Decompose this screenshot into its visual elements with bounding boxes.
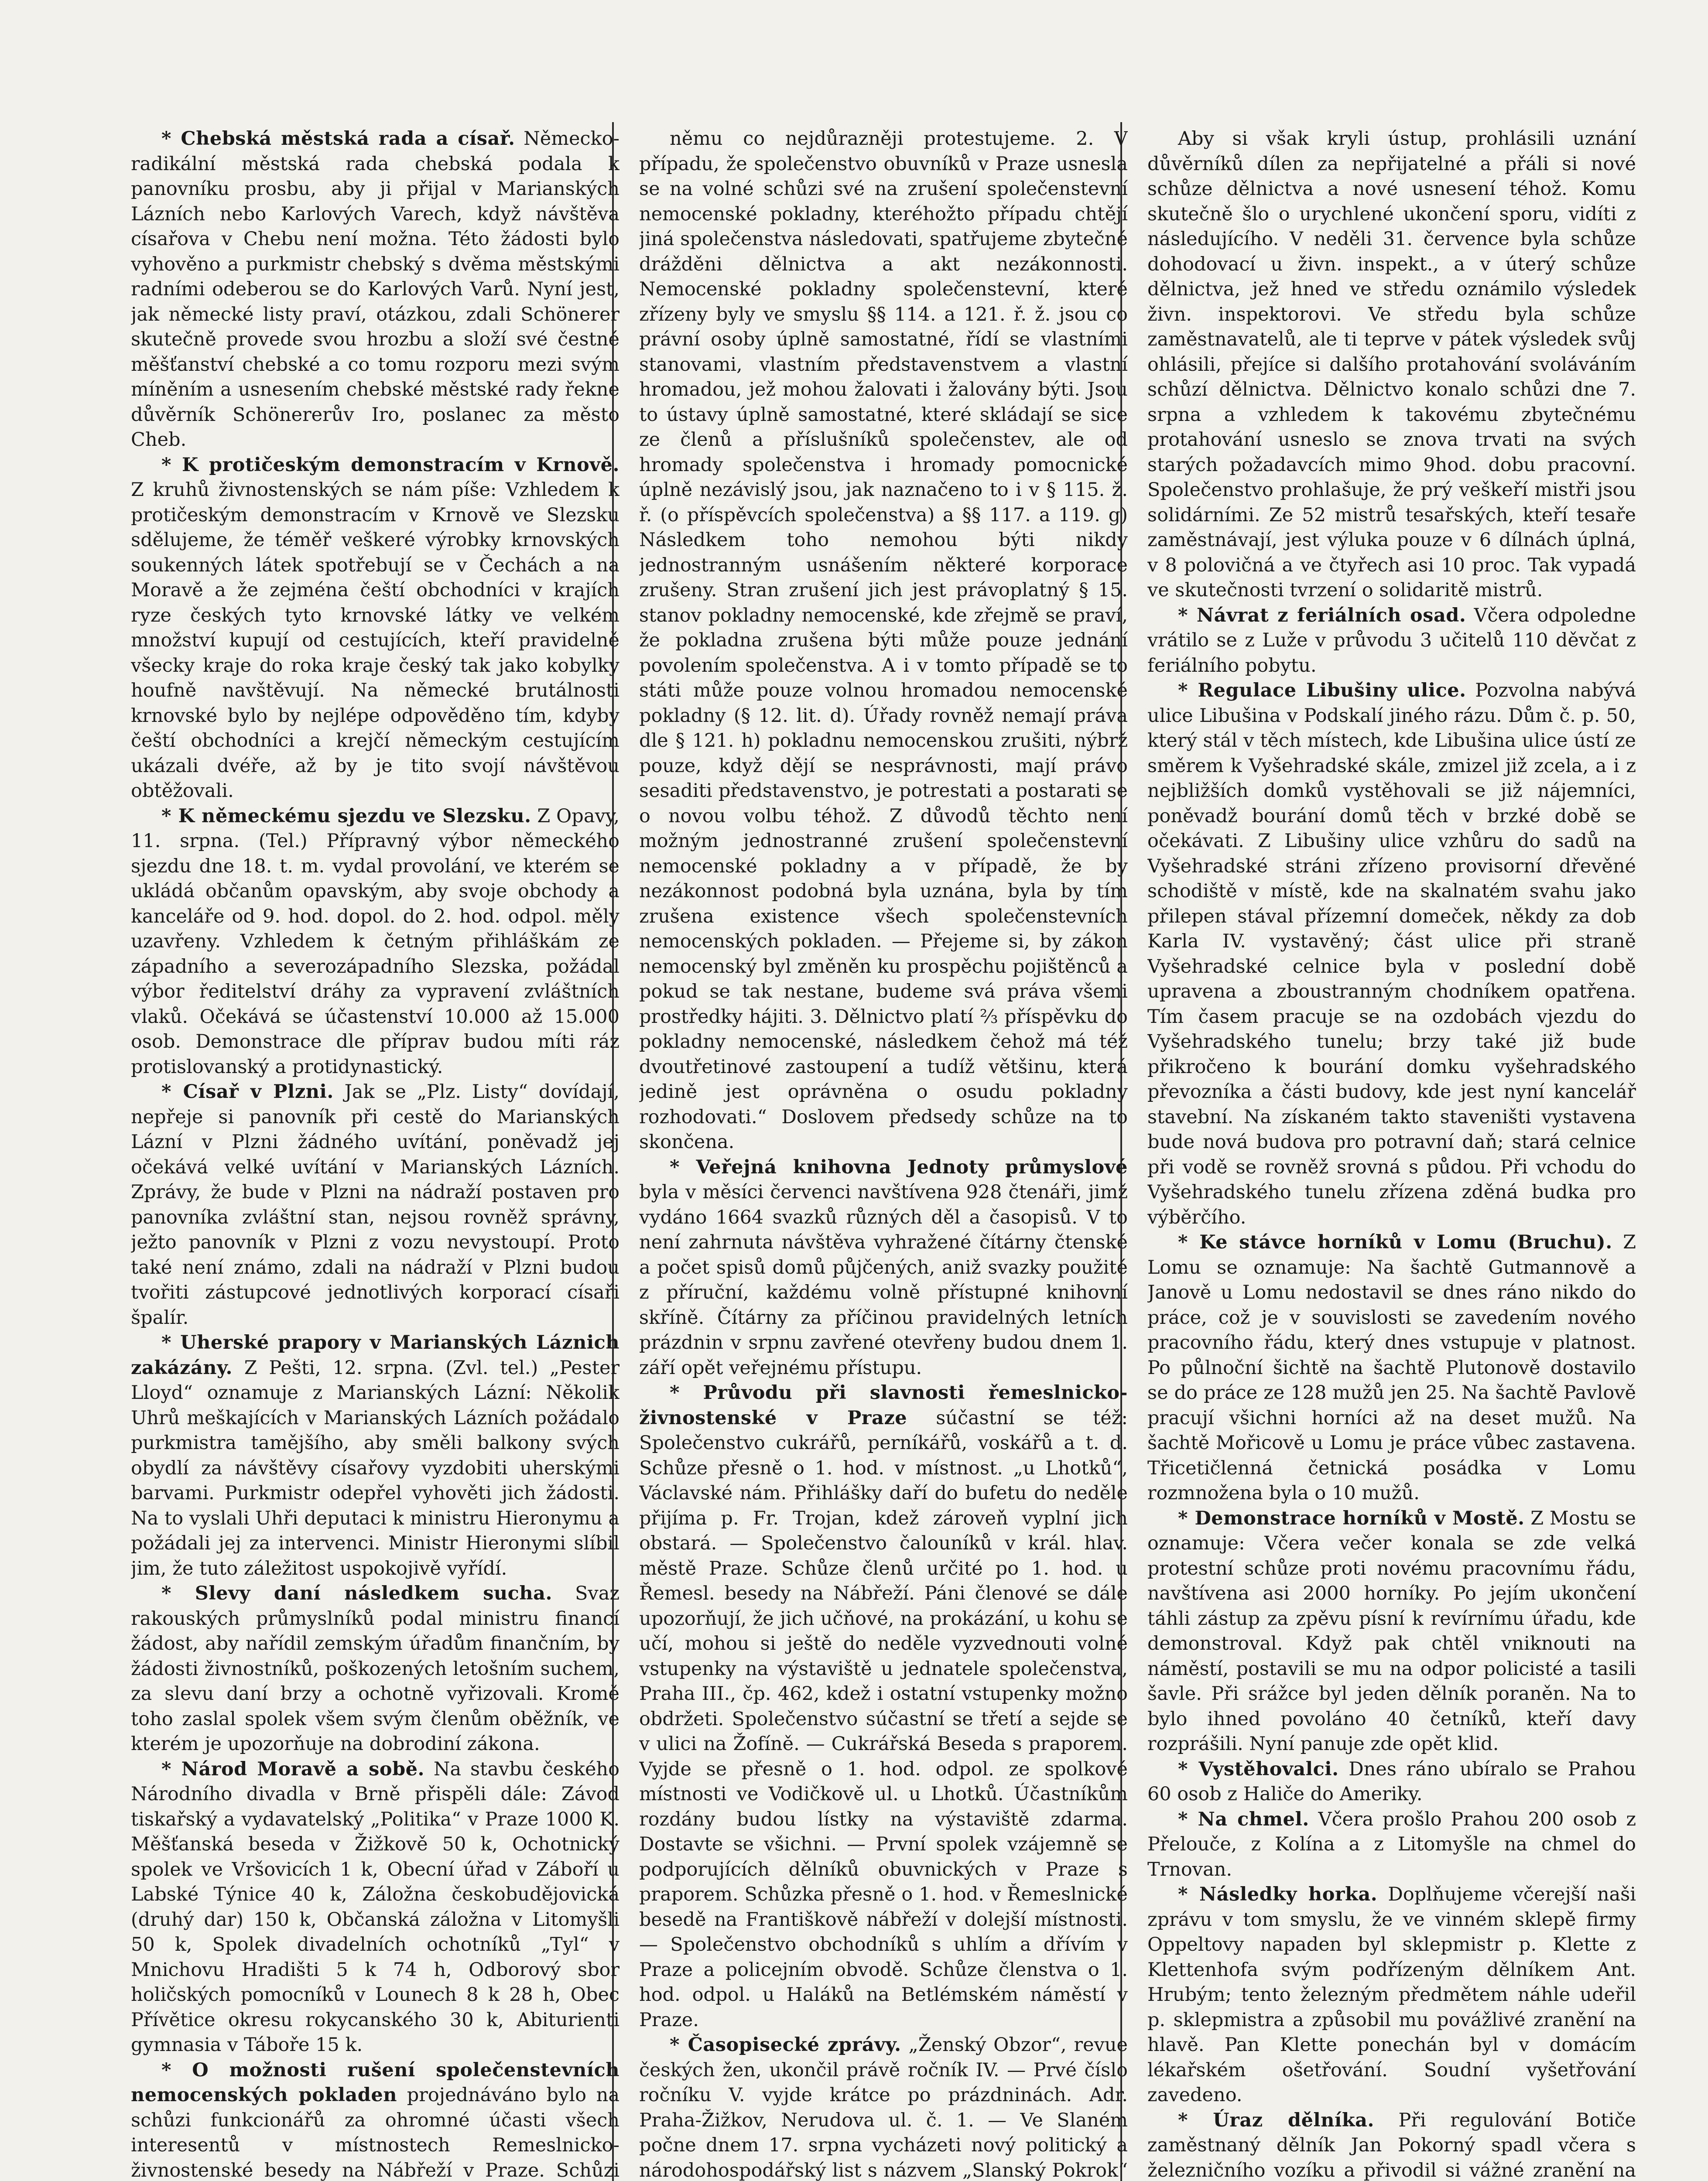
article <box>639 2033 1128 2181</box>
article-paragraph <box>639 126 1128 1155</box>
article-headline: * Úraz dělníka. <box>1178 2109 1374 2131</box>
article-paragraph <box>131 1080 620 1330</box>
article-body: Německo-radikální městská rada chebská podala k panovníku prosbu, aby ji přijal v Marianských Lázních nebo Karlových Varech, když návštěva císařova v Chebu není možna. Této žádosti bylo vyhověno a purkmistr chebský s dvěma městskými radními odeberou se do Karlových Varů. Nyní jest, jak německé listy praví, otázkou, zdali Schönerer skutečně provede svou hrozbu a složí své čestné měšťanství chebské a co tomu rozporu mezi svým míněním a usnesením chebské městské rady řekne důvěrník Schönererův Iro, poslanec za město Cheb. <box>131 128 620 451</box>
article-body: byla v měsíci červenci navštívena 928 čtenáři, jimž vydáno 1664 svazků různých děl a časopisů. V to není zahrnuta návštěva vyhražené čítárny čtenské a počet spisů domů půjčených, aniž svazky použité z příruční, každému volně přístupné knihovní skříně. Čítárny za příčinou pravidelných letních prázdnin v srpnu zavřené otevřeny budou dnem 1. září opět veřejnému přístupu. <box>639 1181 1128 1379</box>
article-headline: * Časopisecké zprávy. <box>670 2034 901 2056</box>
article-body: Z Opavy, 11. srpna. (Tel.) Přípravný výbor německého sjezdu dne 18. t. m. vydal provolání, ve kterém se ukládá občanům opavským, aby svoje obchody a kanceláře od 9. hod. dopol. do 2. hod. odpol. měly uzavřeny. Vzhledem k četným přihláškám ze západního a severozápadního Slezska, požádal výbor ředitelství dráhy za vypravení zvláštních vlaků. Očekává se účastenství 10.000 až 15.000 osob. Demonstrace dle příprav budou míti ráz protislovanský a protidynastický. <box>131 805 620 1078</box>
article-body: projednáváno bylo na schůzi funkcionářů za ohromné účasti všech interesentů v místnostech Remeslnicko-živnostenské besedy na Nábřeží v Praze. Schůzi <box>131 2084 620 2181</box>
article-headline: * Národ Moravě a sobě. <box>161 1758 424 1780</box>
article <box>131 804 620 1080</box>
article-body: němu co nejdůrazněji protestujeme. 2. V případu, že společenstvo obuvníků v Praze usnesla se na volné schůzi své na zrušení společenstevní nemocenské pokladny, kteréhožto případu chtějí jiná společenstva následovati, spatřujeme zbytečné drážděni dělnictva a akt nezákonnosti. Nemocenské pokladny společenstevní, které zřízeny byly ve smyslu §§ 114. a 121. ř. ž. jsou co právní osoby úplně samostatné, řídí se vlastními stanovami, vlastním představenstvem a vlastní hromadou, jež mohou žalovati i žalovány býti. Jsou to ústavy úplně samostatné, které skládají se sice ze členů a příslušníků společenstev, ale od hromady společenstva i hromady pomocnické úplně nezávislý jsou, jak naznačeno to i v § 115. ž. ř. (o příspěvcích společenstva) a §§ 117. a 119. g) Následkem toho nemohou býti nikdy jednostranným usnášením některé korporace zrušeny. Stran zrušení jich jest právoplatný § 15. stanov pokladny nemocenské, kde zřejmě se praví, že pokladna zrušena býti může pouze jednání povolením společenstva. A i v tomto případě se to státi může pouze volnou hromadou nemocenské pokladny (§ 12. lit. d). Úřady rovněž nemají práva dle § 121. h) pokladnu nemocenskou zrušiti, nýbrž pouze, když dějí se nesprávnosti, mají právo sesaditi představenstvo, je potrestati a postarati se o novou volbu téhož. Z důvodů těchto není možným jednostranné zrušení společenstevní nemocenské pokladny a v případě, že by nezákonnost podobná byla uznána, byla by tím zrušena existence všech společenstevních nemocenských pokladen. — Přejeme si, by zákon nemocenský byl změněn ku prospěchu pojištěnců a pokud se tak nestane, budeme svá práva všemi prostředky hájiti. 3. Dělnictvo platí ⅔ příspěvku do pokladny nemocenské, následkem čehož má též dvoutřetinové zastoupení a tudíž většinu, která jedině jest oprávněna o osudu pokladny rozhodovati.“ Doslovem předsedy schůze na to skončena. <box>639 128 1128 1153</box>
article-body: Dnes ráno ubíralo se Prahou 60 osob z Haliče do Ameriky. <box>1147 1758 1636 1805</box>
article-headline: * Veřejná knihovna Jednoty průmyslové <box>670 1156 1128 1178</box>
article <box>131 1080 620 1330</box>
article-body: Z Lomu se oznamuje: Na šachtě Gutmannově a Janově u Lomu nedostavil se dnes ráno nikdo do práce, což je v souvislosti se zavedením nového pracovního řádu, který dnes vstupuje v platnost. Po půlnoční šichtě na šachtě Plutonově dostavilo se do práce ze 128 mužů jen 25. Na šachtě Pavlově pracují všichni horníci až na deset mužů. Na šachtě Mořicově u Lomu je práce vůbec zastavena. Třicetičlenná četnická posádka v Lomu rozmnožena byla o 10 mužů. <box>1147 1231 1636 1504</box>
article-paragraph <box>639 1155 1128 1381</box>
article-paragraph <box>1147 1230 1636 1506</box>
article-paragraph <box>1147 1807 1636 1883</box>
article-paragraph <box>131 1581 620 1757</box>
article <box>639 1155 1128 1381</box>
article-headline: * Průvodu při slavnosti řemeslnicko-živnostenské v Praze <box>639 1382 1128 1429</box>
article <box>131 453 620 804</box>
article-body: Doplňujeme včerejší naši zprávu v tom smyslu, že ve vinném sklepě firmy Oppeltovy napaden byl sklepmistr p. Klette z Klettenhofa svým podřízeným dělníkem Ant. Hrubým; tento železným předmětem náhle udeřil p. sklepmistra a způsobil mu povážlivé zranění na hlavě. Pan Klette ponechán byl v domácím lékařském ošetřování. Soudní vyšetřování zavedeno. <box>1147 1884 1636 2106</box>
article-paragraph <box>131 126 620 453</box>
article-paragraph <box>1147 2108 1636 2181</box>
article-paragraph <box>1147 603 1636 679</box>
article-body: Z kruhů živnostenských se nám píše: Vzhledem k protičeským demonstracím v Krnově ve Slezsku sdělujeme, že téměř veškeré výrobky krnovských soukenných látek spotřebují se v Čechách a na Moravě a že zejména čeští obchodníci v krajích ryze českých tyto krnovské látky ve velkém množství kupují od cestujících, kteří pravidelně všecky kraje do roka kraje český tak jako kobylky houfně navštěvují. Na německé brutálnosti krnovské bylo by nejlépe odpověděno tím, kdyby čeští obchodníci a krejčí německým cestujícím ukázali dvéře, až by je tito svojí návštěvou obtěžovali. <box>131 479 620 802</box>
article-headline: * Chebská městská rada a císař. <box>161 128 515 150</box>
article-paragraph <box>131 804 620 1080</box>
article-body: Aby si však kryli ústup, prohlásili uznání důvěrníků dílen za nepřijatelné a přáli si nové schůze dělnictva a nové usnesení téhož. Komu skutečně šlo o urychlené ukončení sporu, vidíti z následujícího. V neděli 31. července byla schůze dohodovací u živn. inspekt., a v úterý schůze dělnictva, jež hned ve středu oznámilo výsledek živn. inspektorovi. Ve středu byla schůze zaměstnavatelů, ale ti teprve v pátek výsledek svůj ohlásili, přejíce si dalšího protahování svoláváním schůzí dělnictva. Dělnictvo konalo schůzi dne 7. srpna a vzhledem k takovému zbytečnému protahování usneslo se znova trvati na svých starých požadavcích mimo 9hod. dobu pracovní. Společenstvo prohlašuje, že prý veškeří mistři jsou solidárními. Ze 52 mistrů tesařských, kteří tesaře zaměstnávají, jest výluka pouze v 6 dílnách úplná, v 8 polovičná a ve čtyřech asi 10 proc. Tak vypadá ve skutečnosti tvrzení o solidaritě mistrů. <box>1147 128 1636 601</box>
article-body: Z Mostu se oznamuje: Včera večer konala se zde velká protestní schůze proti novému pracovnímu řádu, navštívena asi 2000 horníky. Po jejím ukončení táhli zástup za zpěvu písní k revírnímu úřadu, kde demonstroval. Když pak chtěl vniknouti na náměstí, postavili se mu na odpor policisté a tasili šavle. Při srážce byl jeden dělník poraněn. Na to bylo ihned povoláno 40 četníků, kteří davy rozprášili. Nyní panuje zde opět klid. <box>1147 1507 1636 1755</box>
article-paragraph <box>639 1381 1128 2033</box>
article <box>1147 678 1636 1230</box>
article-paragraph <box>1147 126 1636 603</box>
article-body: súčastní se též: Společenstvo cukrářů, perníkářů, voskářů a t. d. Schůze přesně o 1. hod. v místnost. „u Lhotků“, Václavské nám. Přihlášky daří do bufetu do neděle přijíma p. Fr. Trojan, kdež zároveň vyplní jich obstará. — Společenstvo čalouníků v král. hlav. městě Praze. Schůze členů určité po 1. hod. u Řemesl. besedy na Nábřeží. Páni členové se dále upozorňují, že jich učňové, na prokázání, u kohu se učí, mohou si ještě do neděle vyzvednouti volné vstupenky na výstaviště u jednatele společenstva, Praha III., čp. 462, kdež i ostatní vstupenky možno obdržeti. Společenstvo súčastní se třetí a sejde se v ulici na Žofíně. — Cukrářská Beseda s praporem. Vyjde se přesně o 1. hod. odpol. ze spolkové místnosti ve Vodičkově ul. u Lhotků. Účastníkům rozdány budou lístky na výstaviště zdarma. Dostavte se všichni. — První spolek vzájemně se podporujících dělníků obuvnických v Praze s praporem. Schůzka přesně o 1. hod. v Řemeslnické besedě na Františkově nábřeží v dolejší místnosti. — Společenstvo obchodníků s uhlím a dřívím v Praze a policejním obvodě. Schůze členstva o 1. hod. odpol. u Haláků na Betlémském náměstí v Praze. <box>639 1407 1128 2031</box>
column-3 <box>1147 126 1636 2181</box>
article-headline: * Následky horka. <box>1178 1884 1378 1905</box>
article-paragraph <box>1147 1882 1636 2108</box>
article-body: Svaz rakouských průmyslníků podal ministru financí žádost, aby nařídil zemským úřadům finančním, by žádosti živnostníků, poškozených letošním suchem, za slevu daní brzy a ochotně vyřizovali. Kromě toho zaslal spolek všem svým členům oběžník, ve kterém je upozorňuje na dobrodiní zákona. <box>131 1583 620 1755</box>
article-headline: * Demonstrace horníků v Mostě. <box>1178 1507 1525 1529</box>
article <box>1147 603 1636 679</box>
newspaper-page <box>131 126 1653 2181</box>
article-headline: * Vystěhovalci. <box>1178 1758 1339 1780</box>
article-headline: * O možnosti rušení společenstevních nemocenských pokladen <box>131 2059 620 2106</box>
article-body: Včera prošlo Prahou 200 osob z Přelouče, z Kolína a z Litomyšle na chmel do Trnovan. <box>1147 1808 1636 1880</box>
article <box>1147 1230 1636 1506</box>
column-2 <box>639 126 1128 2181</box>
article <box>131 1757 620 2058</box>
article-body: Včera odpoledne vrátilo se z Luže v průvodu 3 učitelů 110 děvčat z feriálního pobytu. <box>1147 604 1636 677</box>
column-1 <box>131 126 620 2181</box>
article-paragraph <box>131 2058 620 2181</box>
article-paragraph <box>131 453 620 804</box>
article-headline: * K německému sjezdu ve Slezsku. <box>161 805 531 827</box>
article-paragraph <box>131 1330 620 1581</box>
article-body: Jak se „Plz. Listy“ dovídají, nepřeje si panovník při cestě do Marianských Lázní v Plzni žádného uvítání, poněvadž jej očekává velké uvítání v Marianských Lázních. Zprávy, že bude v Plzni na nádraží postaven pro panovníka zvláštní stan, nejsou rovněž správny, ježto panovník v Plzni z vozu nevystoupí. Proto také není známo, zdali na nádraží v Plzni budou tvořiti zástupcové jednotlivých korporací císaři špalír. <box>131 1081 620 1329</box>
article-paragraph <box>1147 1757 1636 1807</box>
article <box>1147 1506 1636 1757</box>
article <box>131 2058 620 2181</box>
article-body: Na stavbu českého Národního divadla v Brně přispěli dále: Závod tiskařský a vydavatelský „Politika“ v Praze 1000 K. Měšťanská beseda v Žižkově 50 k, Ochotnický spolek ve Vršovicích 1 k, Obecní úřad v Záboří u Labské Týnice 40 k, Záložna českobudějovická (druhý dar) 150 k, Občanská záložna v Litomyšli 50 k, Spolek divadelních ochotníků „Tyl“ v Mnichovu Hradišti 5 k 74 h, Odborový sbor holičských pomocníků v Lounech 8 k 28 h, Obec Přívětice okresu rokycanského 30 k, Abiturienti gymnasia v Táboře 15 k. <box>131 1758 620 2056</box>
article-paragraph <box>1147 678 1636 1230</box>
article-body: „Ženský Obzor“, revue českých žen, ukončil právě ročník IV. — Prvé číslo ročníku V. vyjde krátce po prázdninách. Adr. Praha-Žižkov, Nerudova ul. č. 1. — Ve Slaném počne dnem 17. srpna vycházeti nový politický a národohospodářský list s názvem „Slanský Pokrok“ <box>639 2034 1128 2181</box>
article <box>1147 1757 1636 1807</box>
article-paragraph <box>639 2033 1128 2181</box>
article-headline: * Uherské prapory v Marianských Láznich zakázány. <box>131 1332 620 1379</box>
article-headline: * Regulace Libušiny ulice. <box>1178 680 1466 701</box>
article-paragraph <box>1147 1506 1636 1757</box>
article <box>1147 2108 1636 2181</box>
article-headline: * Na chmel. <box>1178 1808 1309 1830</box>
article <box>131 1330 620 1581</box>
article-headline: * Slevy daní následkem sucha. <box>161 1583 552 1604</box>
article <box>1147 1807 1636 1883</box>
article <box>1147 1882 1636 2108</box>
article <box>1147 126 1636 603</box>
article-body: Z Pešti, 12. srpna. (Zvl. tel.) „Pester Lloyd“ oznamuje z Marianských Lázní: Několik Uhrů meškajících v Marianských Lázních požádalo purkmistra tamějšího, aby směli balkony svých obydlí za návštěvy císařovy vyzdobiti uherskými barvami. Purkmistr odepřel vyhověti jich žádosti. Na to vyslali Uhři deputaci k ministru Hieronymu a požádali jej za intervenci. Ministr Hieronymi slíbil jim, že tuto záležitost uspokojivě vyřídí. <box>131 1357 620 1579</box>
article-body: Při regulování Botiče zaměstnaný dělník Jan Pokorný spadl včera s železničního vozíku a přivodil si vážné zranění na <box>1147 2109 1636 2181</box>
article-headline: * K protičeským demonstracím v Krnově. <box>161 454 620 476</box>
article-headline: * Návrat z feriálních osad. <box>1178 604 1466 626</box>
article <box>639 1381 1128 2033</box>
article-headline: * Císař v Plzni. <box>161 1081 334 1103</box>
article-body: Pozvolna nabývá ulice Libušina v Podskalí jiného rázu. Dům č. p. 50, který stál v těch místech, kde Libušina ulice ústí ze směrem k Vyšehradské skále, zmizel již zcela, a i z nejbližších domků vystěhovali se již nájemníci, poněvadž bourání domů těch v brzké době se očekávati. Z Libušiny ulice vzhůru do sadů na Vyšehradské stráni zřízeno provisorní dřevěné schodiště v místě, kde na skalnatém svahu jako přilepen stával přízemní domeček, někdy za dob Karla IV. vystavěný; část ulice při straně Vyšehradské celnice byla v poslední době upravena a zboustranným chodníkem opatřena. Tím časem pracuje se na ozdobách vjezdu do Vyšehradského tunelu; brzy také již bude přikročeno k bourání domku vyšehradského převozníka a části budovy, kde jest nyní kancelář stavební. Na získaném takto staveništi vystavena bude nová budova pro potravní daň; stará celnice při vodě se rovněž srovná s půdou. Při vchodu do Vyšehradského tunelu zřízena zděná budka pro výběrčího. <box>1147 680 1636 1228</box>
article <box>131 1581 620 1757</box>
article <box>131 126 620 453</box>
article <box>639 126 1128 1155</box>
article-headline: * Ke stávce horníků v Lomu (Bruchu). <box>1178 1231 1612 1253</box>
article-paragraph <box>131 1757 620 2058</box>
